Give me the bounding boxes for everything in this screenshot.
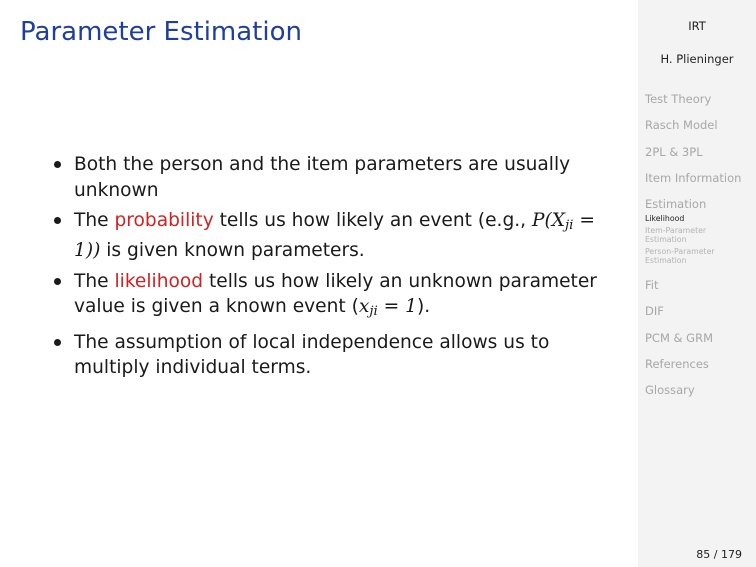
bullet-item — [52, 269, 622, 325]
bullet-dot-icon — [54, 161, 61, 168]
emphasis-term: probability — [114, 210, 214, 231]
math-expr: x — [358, 296, 370, 318]
nav-section[interactable]: DIF — [645, 304, 664, 319]
nav-section[interactable]: Fit — [645, 278, 659, 293]
sidebar-title: IRT — [688, 19, 706, 33]
bullet-text: Both the person and the item parameters are usually unknown — [74, 154, 571, 201]
sidebar-nav — [645, 92, 741, 410]
math-expr: = 1 — [377, 296, 417, 318]
nav-subsection[interactable]: Person-Parameter Estimation — [645, 247, 715, 266]
math-expr: = 1)) — [74, 210, 595, 262]
bullet-dot-icon — [54, 217, 61, 224]
bullet-text: tells us how likely an event (e.g., — [213, 210, 533, 231]
bullet-text: ). — [417, 296, 431, 318]
bullet-list — [52, 152, 622, 386]
math-expr: ji — [565, 217, 574, 233]
bullet-text: tells us how likely an unknown parameter value is given a known event ( — [74, 270, 597, 318]
nav-section[interactable]: Estimation — [645, 197, 707, 212]
emphasis-term: likelihood — [114, 270, 204, 292]
sidebar — [638, 0, 756, 567]
bullet-text: The — [74, 210, 115, 231]
bullet-item — [52, 330, 622, 381]
nav-subsection[interactable]: Item-Parameter Estimation — [645, 226, 707, 245]
nav-subsection[interactable]: Likelihood — [645, 214, 685, 224]
sidebar-author: H. Plieninger — [660, 52, 734, 66]
nav-section[interactable]: 2PL & 3PL — [645, 144, 703, 159]
nav-section[interactable]: Test Theory — [645, 92, 712, 106]
math-expr: ji — [369, 304, 378, 320]
bullet-item — [52, 152, 622, 203]
nav-section[interactable]: References — [645, 357, 709, 372]
bullet-item — [52, 208, 622, 264]
math-expr: P(X — [532, 210, 566, 231]
bullet-text: The assumption of local independence allows us to multiply individual terms. — [74, 331, 550, 379]
page-number: 85 / 179 — [696, 548, 742, 561]
nav-section[interactable]: Glossary — [645, 383, 695, 398]
nav-section[interactable]: Item Information — [645, 170, 742, 185]
bullet-text: The — [74, 270, 115, 292]
bullet-dot-icon — [54, 278, 61, 285]
slide-title: Parameter Estimation — [20, 17, 302, 47]
nav-section[interactable]: PCM & GRM — [645, 330, 713, 345]
bullet-text: is given known parameters. — [100, 240, 365, 262]
nav-section[interactable]: Rasch Model — [645, 118, 718, 133]
bullet-dot-icon — [54, 339, 61, 346]
